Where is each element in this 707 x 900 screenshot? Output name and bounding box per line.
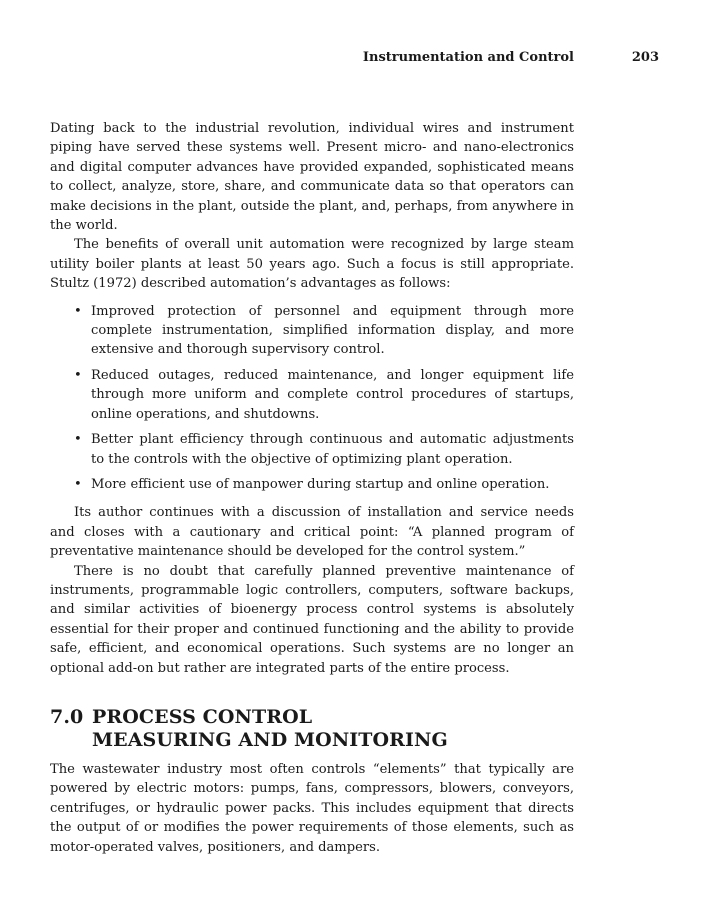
list-item-text: Improved protection of personnel and equipment through more complete instrumentation, simplified information display, and more extensive and thorough supervisory control. (91, 303, 574, 358)
running-title: Instrumentation and Control (362, 50, 574, 65)
list-item (50, 366, 574, 424)
list-item (50, 475, 574, 494)
bullet-icon: • (74, 432, 82, 448)
section-number: 7.0 (50, 705, 84, 728)
paragraph-4: There is no doubt that carefully planned preventive maintenance of instruments, programmable logic controllers, computers, software backups, and similar activities of bioenergy process control systems is absolutely essential for their proper and continued functioning and the ability to provide safe, efficient, and economical operations. Such systems are no longer an optional add-on but rather are integrated parts of the entire process. (50, 563, 574, 676)
list-item (50, 302, 574, 360)
bullet-icon: • (74, 476, 82, 492)
bullet-icon: • (74, 367, 82, 383)
section-heading (50, 706, 574, 752)
list-item-text: Reduced outages, reduced maintenance, and longer equipment life through more uniform and complete control procedures of startups, online operations, and shutdowns. (91, 367, 574, 422)
paragraph-3: Its author continues with a discussion of installation and service needs and closes with a cautionary and critical point: “A planned program of preventative maintenance should be developed for the control system.” (50, 505, 574, 560)
running-head (50, 50, 659, 70)
page-number: 203 (631, 50, 659, 65)
list-item (50, 430, 574, 469)
paragraph-1: Dating back to the industrial revolution, individual wires and instrument piping have served these systems well. Present micro- and nano-electronics and digital computer advances have provided expanded, sophisticated means to collect, analyze, store, share, and communicate data so that operators can make decisions in the plant, outside the plant, and, perhaps, from anywhere in the world. (50, 121, 574, 234)
paragraph-5: The wastewater industry most often controls “elements” that typically are powered by electric motors: pumps, fans, compressors, blowers, conveyors, centrifuges, or hydraulic power packs. This includes equipment that directs the output of or modifies the power requirements of those elements, such as motor-operated valves, positioners, and dampers. (50, 761, 574, 855)
bullet-icon: • (74, 303, 82, 319)
section-title: PROCESS CONTROL MEASURING AND MONITORING (92, 705, 448, 751)
advantages-list (50, 302, 574, 495)
list-item-text: More efficient use of manpower during startup and online operation. (91, 476, 550, 492)
list-item-text: Better plant efficiency through continuous and automatic adjustments to the controls with the objective of optimizing plant operation. (91, 432, 574, 467)
paragraph-2: The benefits of overall unit automation were recognized by large steam utility boiler plants at least 50 years ago. Such a focus is still appropriate. Stultz (1972) described automation’s advantages as follows: (50, 237, 574, 292)
page-body (50, 119, 574, 857)
